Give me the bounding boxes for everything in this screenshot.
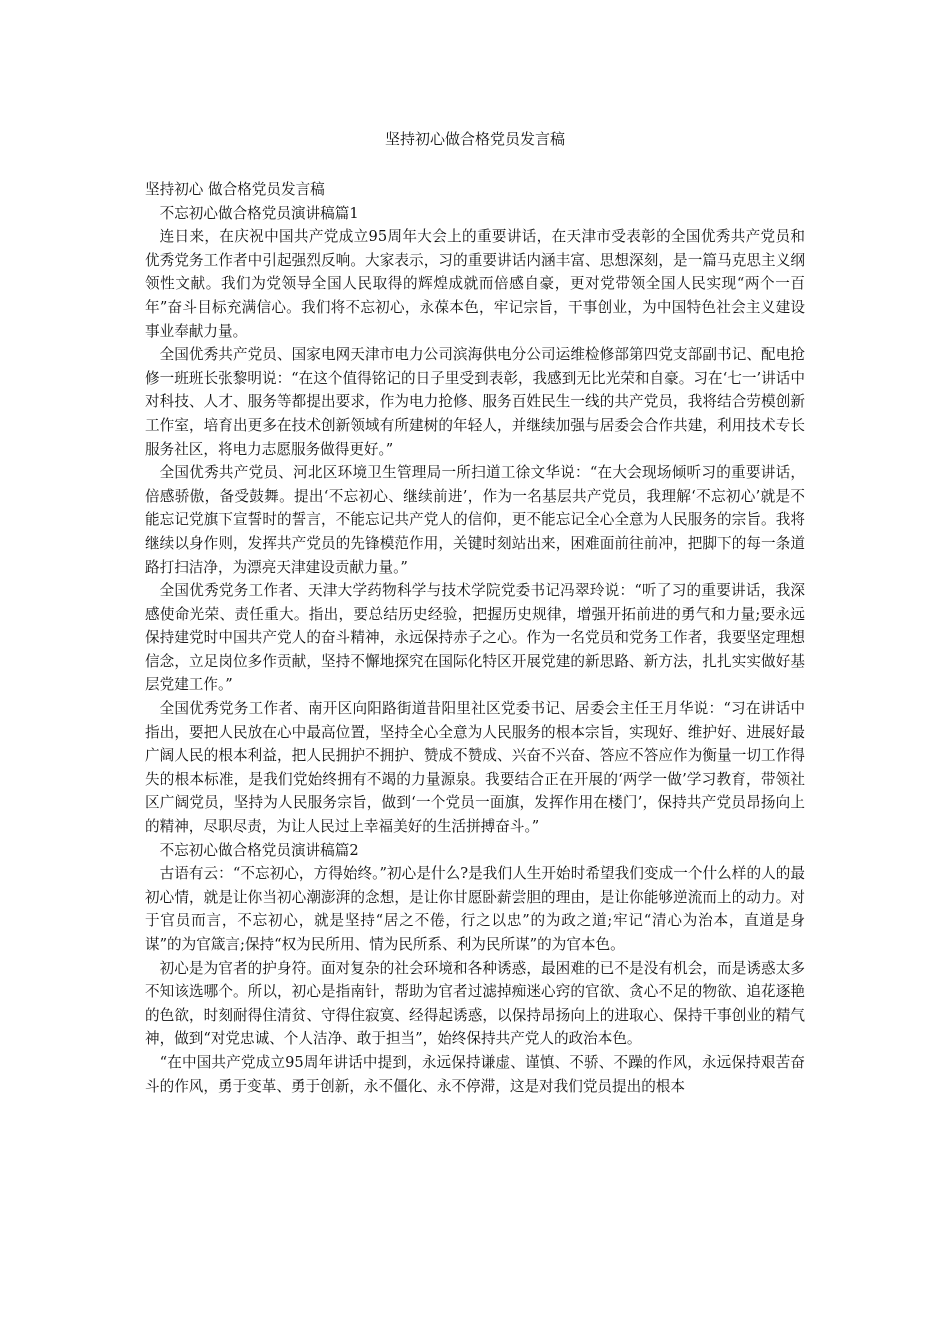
document-body bbox=[145, 178, 805, 1098]
body-paragraph: 全国优秀共产党员、河北区环境卫生管理局一所扫道工徐文华说：“在大会现场倾听习的重要讲话，倍感骄傲，备受鼓舞。提出‘不忘初心、继续前进’，作为一名基层共产党员，我理解‘不忘初心’就是不能忘记党旗下宣誓时的誓言，不能忘记共产党人的信仰，更不能忘记全心全意为人民服务的宗旨。我将继续以身作则，发挥共产党员的先锋模范作用，关键时刻站出来，困难面前往前冲，把脚下的每一条道路打扫洁净，为漂亮天津建设贡献力量。” bbox=[145, 464, 805, 576]
body-paragraph: 连日来，在庆祝中国共产党成立95周年大会上的重要讲话，在天津市受表彰的全国优秀共产党员和优秀党务工作者中引起强烈反响。大家表示，习的重要讲话内涵丰富、思想深刻，是一篇马克思主义纲领性文献。我们为党领导全国人民取得的辉煌成就而倍感自豪，更对党带领全国人民实现“两个一百年”奋斗目标充满信心。我们将不忘初心，永葆本色，牢记宗旨，干事创业，为中国特色社会主义建设事业奉献力量。 bbox=[145, 228, 805, 340]
body-paragraph: 全国优秀党务工作者、南开区向阳路街道昔阳里社区党委书记、居委会主任王月华说：“习在讲话中指出，要把人民放在心中最高位置，坚持全心全意为人民服务的根本宗旨，实现好、维护好、进展好最广阔人民的根本利益，把人民拥护不拥护、赞成不赞成、兴奋不兴奋、答应不答应作为衡量一切工作得失的根本标准，是我们党始终拥有不竭的力量源泉。我要结合正在开展的‘两学一做’学习教育，带领社区广阔党员，坚持为人民服务宗旨，做到‘一个党员一面旗，发挥作用在楼门’，保持共产党员昂扬向上的精神，尽职尽责，为让人民过上幸福美好的生活拼搏奋斗。” bbox=[145, 700, 805, 836]
section-heading: 不忘初心做合格党员演讲稿篇2 bbox=[159, 841, 359, 859]
body-paragraph: 初心是为官者的护身符。面对复杂的社会环境和各种诱惑，最困难的已不是没有机会，而是诱惑太多不知该选哪个。所以，初心是指南针，帮助为官者过滤掉痴迷心窍的官欲、贪心不足的物欲、追花逐艳的色欲，时刻耐得住清贫、守得住寂寞、经得起诱惑，以保持昂扬向上的进取心、保持干事创业的精气神，做到“对党忠诚、个人洁净、敢于担当”，始终保持共产党人的政治本色。 bbox=[145, 959, 805, 1048]
body-paragraph: “在中国共产党成立95周年讲话中提到，永远保持谦虚、谨慎、不骄、不躁的作风，永远保持艰苦奋斗的作风，勇于变革、勇于创新，永不僵化、永不停滞，这是对我们党员提出的根本 bbox=[145, 1053, 805, 1095]
body-paragraph: 全国优秀党务工作者、天津大学药物科学与技术学院党委书记冯翠玲说：“听了习的重要讲话，我深感使命光荣、责任重大。指出，要总结历史经验，把握历史规律，增强开拓前进的勇气和力量;要永远保持建党时中国共产党人的奋斗精神，永远保持赤子之心。作为一名党员和党务工作者，我要坚定理想信念，立足岗位多作贡献，坚持不懈地探究在国际化特区开展党建的新思路、新方法，扎扎实实做好基层党建工作。” bbox=[145, 582, 805, 694]
body-paragraph: 古语有云：“不忘初心，方得始终。”初心是什么?是我们人生开始时希望我们变成一个什么样的人的最初心情，就是让你当初心潮澎湃的念想，是让你甘愿卧薪尝胆的理由，是让你能够逆流而上的动力。对于官员而言，不忘初心，就是坚持“居之不倦，行之以忠”的为政之道;牢记“清心为治本，直道是身谋”的为官箴言;保持“权为民所用、情为民所系、利为民所谋”的为官本色。 bbox=[145, 865, 805, 953]
document-title: 坚持初心做合格党员发言稿 bbox=[384, 130, 565, 148]
body-paragraph: 全国优秀共产党员、国家电网天津市电力公司滨海供电分公司运维检修部第四党支部副书记、配电抢修一班班长张黎明说：“在这个值得铭记的日子里受到表彰，我感到无比光荣和自豪。习在‘七一’讲话中对科技、人才、服务等都提出要求，作为电力抢修、服务百姓民生一线的共产党员，我将结合劳模创新工作室，培育出更多在技术创新领域有所建树的年轻人，并继续加强与居委会合作共建，利用技术专长服务社区，将电力志愿服务做得更好。” bbox=[145, 346, 805, 458]
section-heading: 不忘初心做合格党员演讲稿篇1 bbox=[159, 204, 359, 222]
document-subtitle: 坚持初心 做合格党员发言稿 bbox=[145, 181, 325, 198]
